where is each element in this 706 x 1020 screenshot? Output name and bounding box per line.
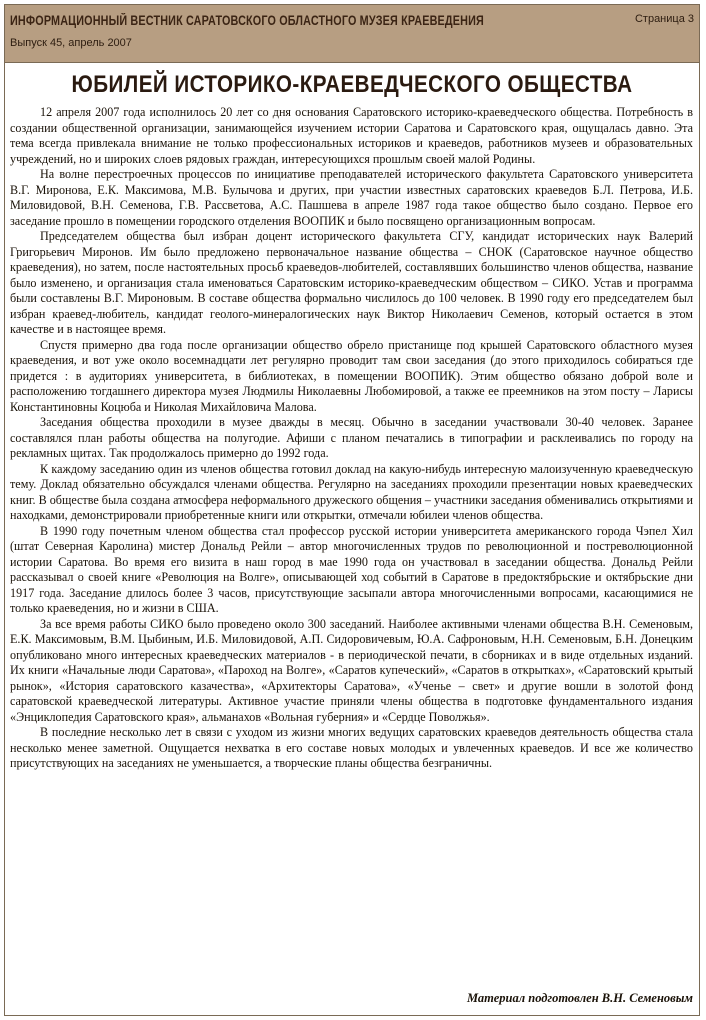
paragraph: К каждому заседанию один из членов общества готовил доклад на какую-нибудь интересную малоизученную краеведческую тему. Доклад обязательно обсуждался членами общества. Регулярно на заседаниях проходили презентации новых краеведческих книг. В обществе была создана атмосфера неформального дружеского общения – участники заседания обменивались открытиями и находками, демонстрировали приобретенные книги или открытки, отмечали юбилеи членов общества. [10,461,693,522]
paragraph: На волне перестроечных процессов по инициативе преподавателей исторического факультета Саратовского университета В.Г. Миронова, Е.К. Максимова, М.В. Булычова и других, при участии известных саратовских краеведов Б.Л. Петрова, И.Б. Миловидовой, В.Н. Семенова, Г.В. Рассветова, А.С. Пашшева в апреле 1987 года такое общество было создано. Первое его заседание прошло в помещении городского отделения ВООПИК и было посвящено организационным вопросам. [10,167,693,228]
paragraph: Председателем общества был избран доцент исторического факультета СГУ, кандидат исторических наук Валерий Григорьевич Миронов. Им было предложено первоначальное название общества – СНОК (Саратовское научное общество краеведения), но затем, после настоятельных просьб краеведов-любителей, составлявших большинство членов общества, название было изменено, и организация стала именоваться Саратовским историко-краеведческим обществом – СИКО. Устав и программа были составлены В.Г. Мироновым. В составе общества формально числилось до 100 человек. В 1990 году его председателем был избран краевед-любитель, кандидат геолого-минералогических наук Виктор Николаевич Семенов, который остается в этом качестве и в настоящее время. [10,229,693,336]
page-header [5,5,699,63]
paragraph: В 1990 году почетным членом общества стал профессор русской истории университета американского города Чэпел Хил (штат Северная Каролина) мистер Дональд Рейли – автор многочисленных трудов по революционной и постреволюционной истории Саратова. Во время его визита в наш город в мае 1990 года он участвовал в заседании общества. Дональд Рейли рассказывал о своей книге «Революция на Волге», описывающей ход событий в Саратове в предоктябрьские и октябрьские дни 1917 года. Заседание длилось более 3 часов, присутствующие засыпали автора многочисленными вопросами, касающимися не только краеведения, но и жизни в США. [10,523,693,615]
paragraph: Спустя примерно два года после организации общество обрело пристанище под крышей Саратовского областного музея краеведения, и вот уже около восемнадцати лет регулярно проводит там свои заседания (до этого приходилось собираться где придется : в аудиториях университета, в библиотеках, в помещении ВООПИК). Этим общество обязано доброй воле и расположению тогдашнего директора музея Людмилы Николаевны Любомировой, а также ее преемников на этом посту – Ларисы Константиновны Коцюба и Николая Михайловича Малова. [10,337,693,414]
bulletin-title: ИНФОРМАЦИОННЫЙ ВЕСТНИК САРАТОВСКОГО ОБЛАСТНОГО МУЗЕЯ КРАЕВЕДЕНИЯ [10,13,484,28]
article-title: ЮБИЛЕЙ ИСТОРИКО-КРАЕВЕДЧЕСКОГО ОБЩЕСТВА [71,71,633,98]
issue-label: Выпуск 45, апрель 2007 [10,37,132,49]
paragraph: За все время работы СИКО было проведено около 300 заседаний. Наиболее активными членами общества В.Н. Семеновым, Е.К. Максимовым, В.М. Цыбиным, И.Б. Миловидовой, А.П. Сидоровичевым, Ю.А. Сафроновым, Н.Н. Семеновым, Б.Н. Донецким опубликовано много интересных краеведческих материалов - в периодической печати, в сборниках и в виде отдельных изданий. Их книги «Начальные люди Саратова», «Пароход на Волге», «Саратов купеческий», «Саратов в открытках», «Саратовский крытый рынок», «История саратовского казачества», «Архитекторы Саратова», «Ученье – свет» и другие вошли в золотой фонд саратовской краеведческой литературы. Активное участие приняли члены общества в подготовке фундаментального издания «Энциклопедия Саратовского края», альманахов «Вольная губерния» и «Сердце Поволжья». [10,616,693,724]
page-number: Страница 3 [634,13,694,25]
article-body [10,105,693,772]
newsletter-page [4,4,700,1016]
paragraph: Заседания общества проходили в музее дважды в месяц. Обычно в заседании участвовали 30-40 человек. Заранее составлялся план работы общества на полугодие. Афиши с планом печатались в типографии и расклеивались по городу на рекламных щитах. Так продолжалось примерно до 1992 года. [10,415,693,460]
paragraph: В последние несколько лет в связи с уходом из жизни многих ведущих саратовских краеведов деятельность общества стала несколько менее заметной. Ощущается нехватка в его составе новых молодых и увлеченных краеведов. И все же количество присутствующих на заседаниях не уменьшается, а творческие планы общества безграничны. [10,725,693,770]
paragraph: 12 апреля 2007 года исполнилось 20 лет со дня основания Саратовского историко-краеведческого общества. Потребность в создании общественной организации, занимающейся изучением истории Саратова и Саратовского края, ощущалась давно. Эта тема всегда привлекала внимание не только профессиональных историков и краеведов, работников музеев и образовательных учреждений, но и широких слоев рядовых граждан, интересующихся прошлым своей малой Родины. [10,105,693,166]
author-signature: Материал подготовлен В.Н. Семеновым [466,991,693,1005]
